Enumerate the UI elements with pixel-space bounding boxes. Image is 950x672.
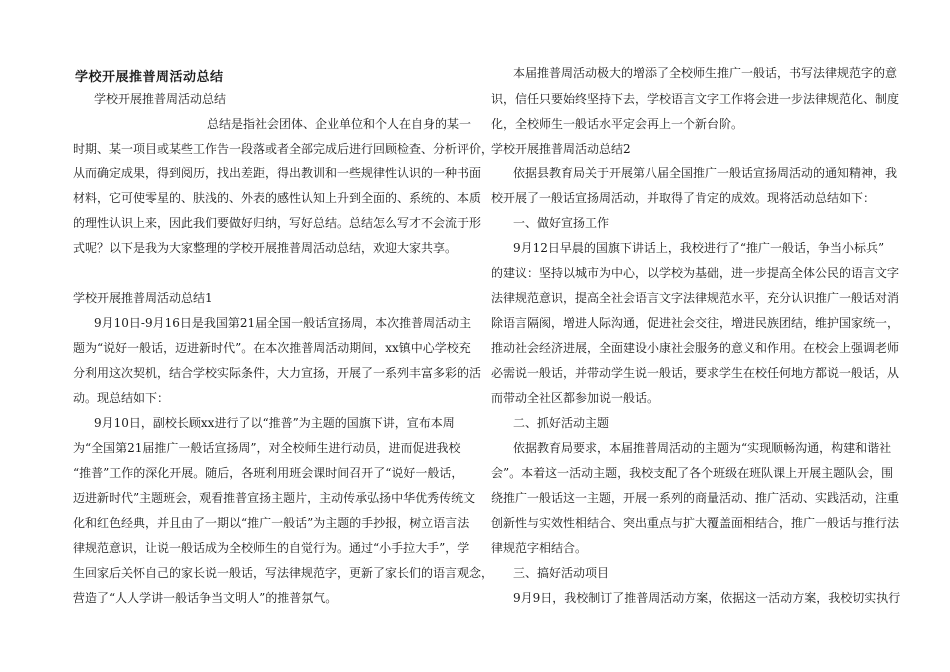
left-line-17: 化和红色经典，并且由了一期以“推广一般话”为主题的手抄报，树立语言法	[73, 516, 470, 530]
right-line-22: 9月9日，我校制订了推普周活动方案，依据这一活动方案，我校切实执行	[513, 591, 901, 605]
right-line-13: 必需说一般话，并带动学生说一般话，要求学生在校任何地方都说一般话，从	[491, 366, 900, 380]
left-line-3: 时期、某一项目或某些工作告一段落或者全部完成后进行回顾检查、分析评价，	[73, 142, 494, 156]
right-section-heading-2: 学校开展推普周活动总结2	[491, 142, 631, 156]
right-line-1: 本届推普周活动极大的增添了全校师生推广一般话，书写法律规范字的意	[513, 66, 898, 80]
right-line-3: 化，全校师生一般话水平定会再上一个新台阶。	[491, 117, 744, 131]
left-line-4: 从而确定成果，得到阅历，找出差距，得出教训和一些规律性认识的一种书面	[73, 166, 482, 180]
right-line-9: 的建议：坚持以城市为中心，以学校为基础，进一步提高全体公民的语言文字	[491, 266, 900, 280]
right-line-2: 识，信任只要始终坚持下去，学校语言文字工作将会进一步法律规范化、制度	[491, 92, 900, 106]
left-line-14: 为“全国第21届推广一般话宣扬周”，对全校师生进行动员，进而促进我校	[73, 441, 461, 455]
left-line-5: 材料，它可使零星的、肤浅的、外表的感性认知上升到全面的、系统的、本质	[73, 191, 482, 205]
left-line-16: 迈进新时代”主题班会，观看推普宣扬主题片，主动传承弘扬中华优秀传统文	[73, 491, 476, 505]
left-line-10: 题为“说好一般话，迈进新时代”。在本次推普周活动期间，xx镇中心学校充	[73, 341, 471, 355]
left-line-20: 营造了“人人学讲一般话争当文明人”的推普氛气。	[73, 591, 338, 605]
right-line-11: 除语言隔阂，增进人际沟通，促进社会交往，增进民族团结，维护国家统一，	[491, 316, 900, 330]
left-line-13: 9月10日，副校长顾xx进行了以“推普”为主题的国旗下讲，宣布本周	[94, 416, 455, 430]
document-title: 学校开展推普周活动总结	[75, 70, 224, 85]
left-line-1: 学校开展推普周活动总结	[94, 92, 227, 106]
left-section-heading-1: 学校开展推普周活动总结1	[73, 291, 213, 305]
right-line-10: 法律规范意识，提高全社会语言文字法律规范水平，充分认识推广一般话对消	[491, 291, 900, 305]
left-line-9: 9月10日-9月16日是我国第21届全国一般话宣扬周，本次推普周活动主	[94, 316, 472, 330]
right-line-12: 推动社会经济进展，全面建设小康社会服务的意义和作用。在校会上强调老师	[491, 341, 900, 355]
right-line-14: 而带动全社区都参加说一般话。	[491, 391, 660, 405]
right-line-19: 创新性与实效性相结合、突出重点与扩大覆盖面相结合，推广一般话与推行法	[491, 516, 900, 530]
left-line-15: “推普”工作的深化开展。随后，各班利用班会课时间召开了“说好一般话，	[73, 466, 464, 480]
left-line-19: 生回家后关怀自己的家长说一般话，写法律规范字，更新了家长们的语言观念，	[73, 566, 494, 580]
right-line-5: 依据县教育局关于开展第八届全国推广一般话宣扬周活动的通知精神，我	[513, 166, 898, 180]
right-line-18: 绕推广一般话这一主题，开展一系列的商量活动、推广活动、实践活动，注重	[491, 491, 900, 505]
right-line-17: 会”。本着这一活动主题，我校支配了各个班级在班队课上开展主题队会，围	[491, 466, 894, 480]
left-line-18: 律规范意识，让说一般话成为全校师生的自觉行为。通过“小手拉大手”，学	[73, 541, 470, 555]
left-line-6: 的理性认识上来，因此我们要做好归纳，写好总结。总结怎么写才不会流于形	[73, 216, 482, 230]
right-line-20: 律规范字相结合。	[491, 541, 588, 555]
left-line-11: 分利用这次契机，结合学校实际条件，大力宣扬，开展了一系列丰富多彩的活	[73, 366, 482, 380]
right-subheading-2: 二、抓好活动主题	[513, 416, 610, 430]
right-subheading-3: 三、搞好活动项目	[513, 566, 610, 580]
right-subheading-1: 一、做好宣扬工作	[513, 216, 610, 230]
right-line-16: 依据教育局要求，本届推普周活动的主题为“实现顺畅沟通，构建和谐社	[513, 441, 892, 455]
left-line-2: 总结是指社会团体、企业单位和个人在自身的某一	[207, 117, 472, 131]
left-line-7: 式呢？以下是我为大家整理的学校开展推普周活动总结，欢迎大家共享。	[73, 241, 458, 255]
left-line-12: 动。现总结如下：	[73, 391, 170, 405]
right-line-8: 9月12日早晨的国旗下讲话上，我校进行了“推广一般话，争当小标兵”	[513, 241, 885, 255]
right-line-6: 校开展了一般话宣扬周活动，并取得了肯定的成效。现将活动总结如下：	[491, 191, 876, 205]
